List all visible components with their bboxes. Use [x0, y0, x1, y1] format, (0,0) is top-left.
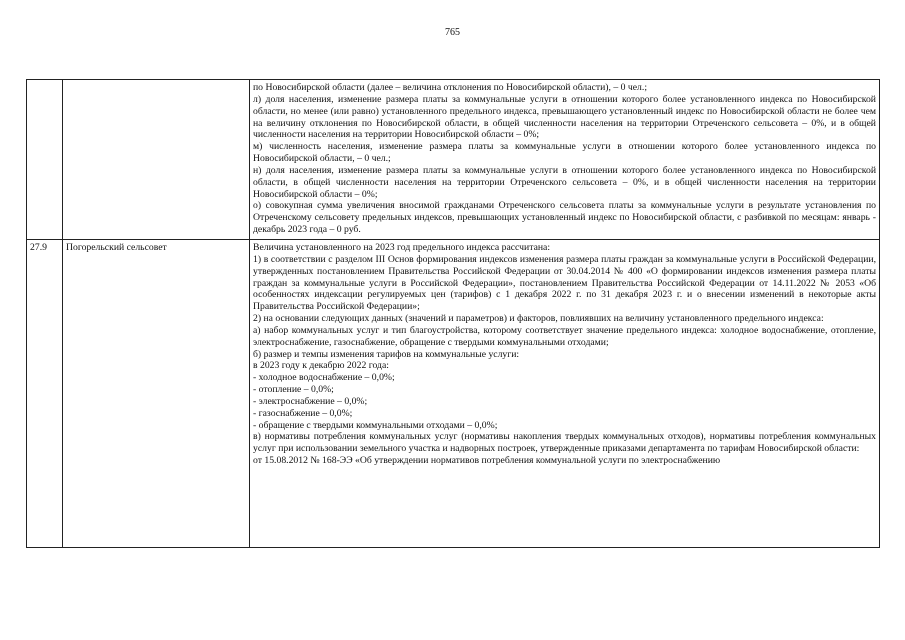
paragraph: в 2023 году к декабрю 2022 года:	[253, 360, 389, 372]
row-content	[253, 82, 876, 236]
paragraph: л) доля населения, изменение размера платы за коммунальные услуги в отношении которого более установленного индекса по Новосибирской области, но менее (или равно) установленного предельного индекса, превышающего установленный индекс по Новосибирской области не более чем на величину отклонения по Новосибирской области, в общей численности населения на территории Отреченского сельсовета – 0%, и в общей численности населения на территории Новосибирской области – 0%;	[253, 93, 876, 141]
row-content	[253, 242, 876, 547]
paragraph: 1) в соответствии с разделом III Основ формирования индексов изменения размера платы граждан за коммунальные услуги в Российской Федерации, утвержденных постановлением Правительства Российской Федерации от 30.04.2014 № 400 «О формировании индексов изменения размера платы граждан за коммунальные услуги в Российской Федерации», постановлением Правительства Российской Федерации от 14.11.2022 № 2053 «Об особенностях индексации регулируемых цен (тарифов) с 1 декабря 2022 г. по 31 декабря 2023 г. и о внесении изменений в некоторые акты Правительства Российской Федерации»;	[253, 253, 876, 313]
document-table	[26, 79, 880, 548]
paragraph: - отопление – 0,0%;	[253, 384, 334, 396]
paragraph: от 15.08.2012 № 168-ЭЭ «Об утверждении нормативов потребления коммунальной услуги по электроснабжению	[253, 455, 721, 467]
paragraph: Величина установленного на 2023 год предельного индекса рассчитана:	[253, 241, 551, 253]
row-number-cell: 27.9	[27, 239, 63, 547]
paragraph: б) размер и темпы изменения тарифов на коммунальные услуги:	[253, 348, 520, 360]
page-number: 765	[445, 27, 460, 38]
paragraph: - обращение с твердыми коммунальными отходами – 0,0%;	[253, 419, 498, 431]
paragraph: по Новосибирской области (далее – величина отклонения по Новосибирской области), – 0 чел.;	[253, 82, 648, 93]
paragraph: о) совокупная сумма увеличения вносимой гражданами Отреченского сельсовета платы за коммунальные услуги в результате установления по Отреченскому сельсовету предельных индексов, превышающих установленный индекс по Новосибирской области, с разбивкой по месяцам: январь - декабрь 2023 года – 0 руб.	[253, 200, 876, 236]
paragraph: - газоснабжение – 0,0%;	[253, 407, 353, 419]
paragraph: 2) на основании следующих данных (значений и параметров) и факторов, повлиявших на величину установленного предельного индекса:	[253, 313, 824, 325]
row-number-cell	[27, 80, 63, 240]
row-content-cell	[250, 239, 880, 547]
paragraph: а) набор коммунальных услуг и тип благоустройства, которому соответствует значение предельного индекса: холодное водоснабжение, отопление, электроснабжение, газоснабжение, обращение с твердыми коммунальными отходами;	[253, 324, 876, 348]
paragraph: н) доля населения, изменение размера платы за коммунальные услуги в отношении которого более установленного индекса по Новосибирской области, в общей численности населения на территории Отреченского сельсовета – 0%, и в общей численности населения на территории Новосибирской области – 0%;	[253, 164, 876, 200]
table-row	[27, 80, 880, 240]
paragraph: - электроснабжение – 0,0%;	[253, 395, 368, 407]
row-content-cell	[250, 80, 880, 240]
paragraph: м) численность населения, изменение размера платы за коммунальные услуги в отношении которого более установленного индекса по Новосибирской области, – 0 чел.;	[253, 141, 876, 165]
row-name-cell	[63, 80, 250, 240]
table-row	[27, 239, 880, 547]
paragraph: - холодное водоснабжение – 0,0%;	[253, 372, 395, 384]
row-name-cell: Погорельский сельсовет	[63, 239, 250, 547]
paragraph: в) нормативы потребления коммунальных услуг (нормативы накопления твердых коммунальных отходов), нормативы потребления коммунальных услуг при использовании земельного участка и надворных построек, утвержденные приказами департамента по тарифам Новосибирской области:	[253, 431, 876, 455]
